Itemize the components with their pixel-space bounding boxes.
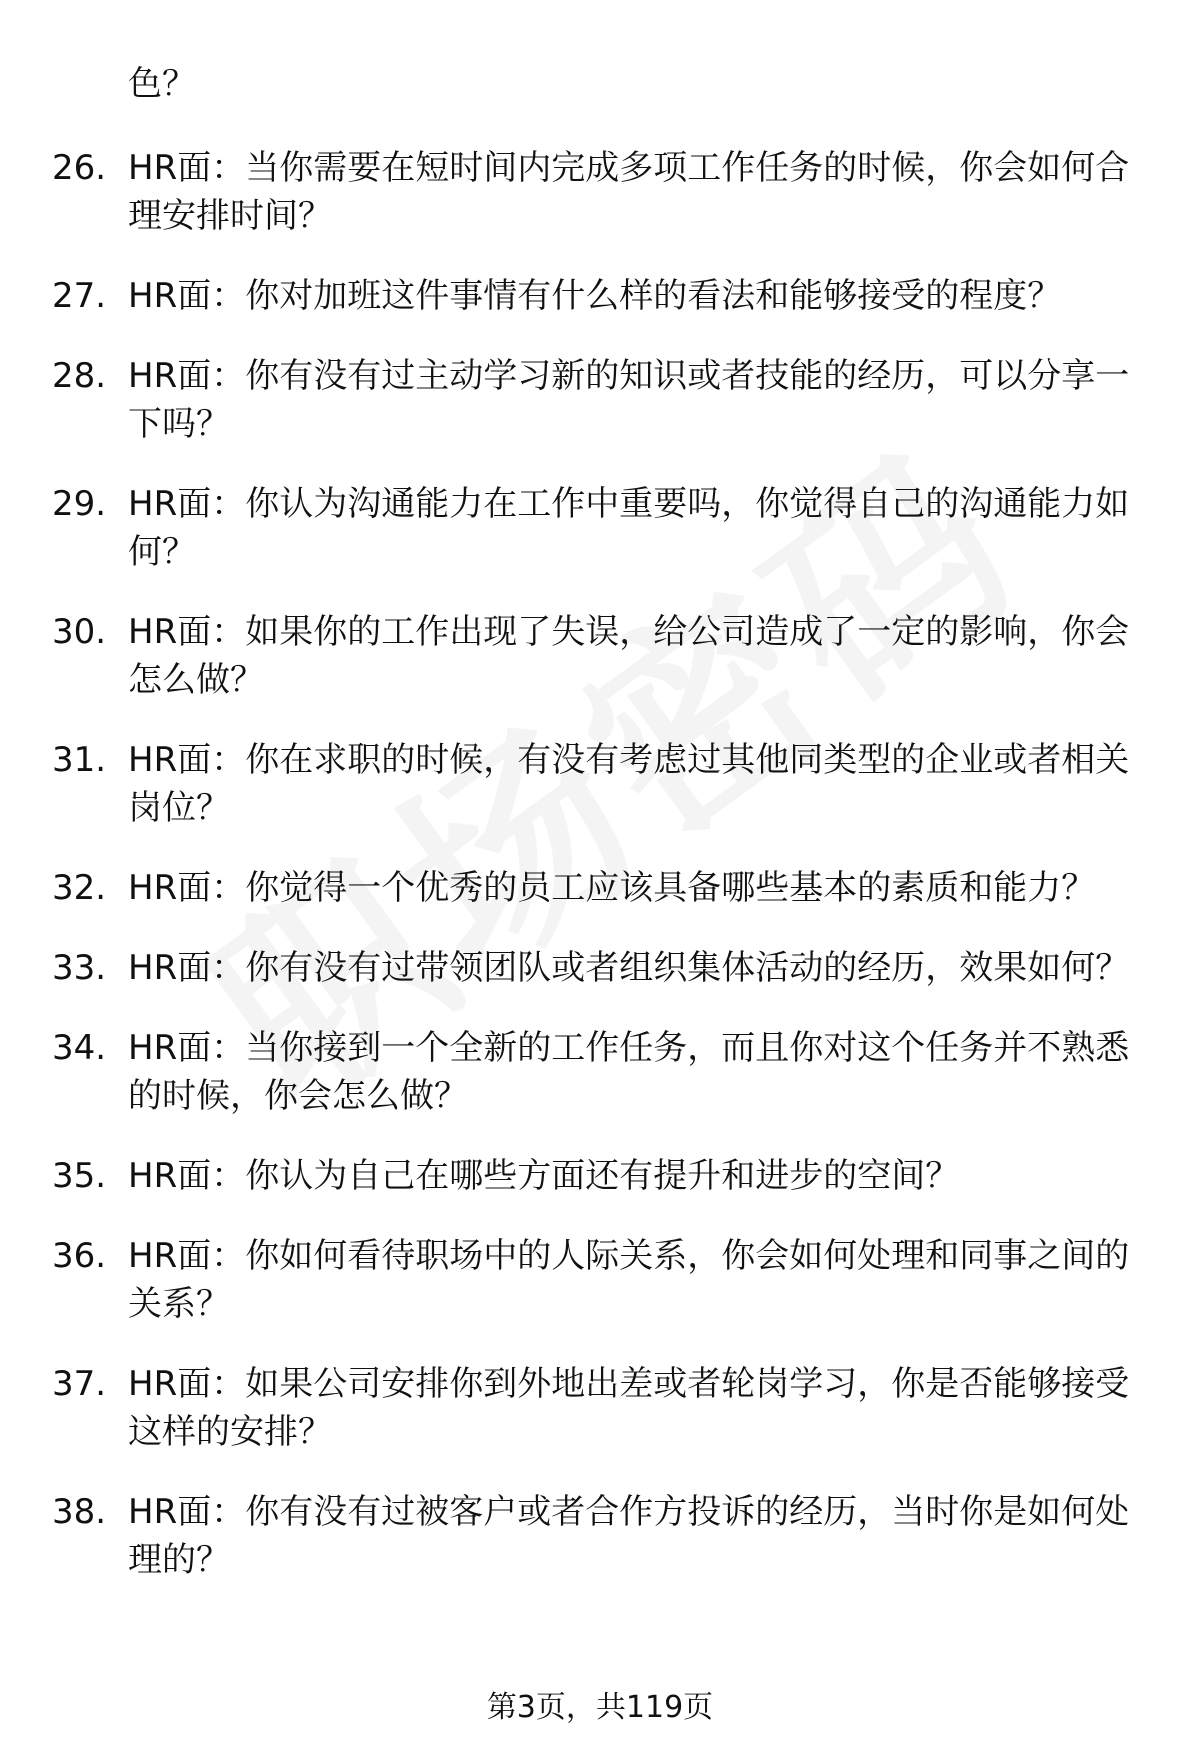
question-text: HR面：你觉得一个优秀的员工应该具备哪些基本的素质和能力？ — [128, 868, 1096, 908]
question-text: HR面：你认为自己在哪些方面还有提升和进步的空间？ — [128, 1156, 960, 1196]
continued-question-text: 色？ — [128, 64, 196, 104]
question-number: 31. — [52, 740, 107, 780]
question-text: HR面：你认为沟通能力在工作中重要吗，你觉得自己的沟通能力如何？ — [128, 484, 1130, 572]
list-item — [52, 272, 1152, 320]
list-item — [52, 864, 1152, 912]
question-list — [52, 144, 1152, 1616]
question-number: 29. — [52, 484, 107, 524]
question-text: HR面：如果你的工作出现了失误，给公司造成了一定的影响，你会怎么做？ — [128, 612, 1130, 700]
list-item — [52, 144, 1152, 240]
question-number: 28. — [52, 356, 107, 396]
page-footer: 第3页，共119页 — [486, 1690, 714, 1725]
question-text: HR面：当你需要在短时间内完成多项工作任务的时候，你会如何合理安排时间？ — [128, 148, 1130, 236]
list-item — [52, 608, 1152, 704]
question-number: 35. — [52, 1156, 107, 1196]
list-item — [52, 1232, 1152, 1328]
question-number: 38. — [52, 1492, 107, 1532]
question-number: 34. — [52, 1028, 107, 1068]
list-item — [52, 944, 1152, 992]
question-text: HR面：你如何看待职场中的人际关系，你会如何处理和同事之间的关系？ — [128, 1236, 1130, 1324]
question-text: HR面：你有没有过带领团队或者组织集体活动的经历，效果如何？ — [128, 948, 1130, 988]
question-number: 32. — [52, 868, 107, 908]
question-text: HR面：你有没有过主动学习新的知识或者技能的经历，可以分享一下吗？ — [128, 356, 1130, 444]
question-text: HR面：你对加班这件事情有什么样的看法和能够接受的程度？ — [128, 276, 1062, 316]
question-number: 36. — [52, 1236, 107, 1276]
question-text: HR面：你在求职的时候，有没有考虑过其他同类型的企业或者相关岗位？ — [128, 740, 1130, 828]
question-number: 37. — [52, 1364, 107, 1404]
list-item — [52, 1024, 1152, 1120]
list-item — [52, 1360, 1152, 1456]
list-item — [52, 480, 1152, 576]
list-item — [52, 1488, 1152, 1584]
list-item — [52, 352, 1152, 448]
question-text: HR面：如果公司安排你到外地出差或者轮岗学习，你是否能够接受这样的安排？ — [128, 1364, 1130, 1452]
question-number: 33. — [52, 948, 107, 988]
list-item — [52, 736, 1152, 832]
question-text: HR面：你有没有过被客户或者合作方投诉的经历，当时你是如何处理的？ — [128, 1492, 1130, 1580]
list-item — [52, 1152, 1152, 1200]
question-text: HR面：当你接到一个全新的工作任务，而且你对这个任务并不熟悉的时候，你会怎么做？ — [128, 1028, 1130, 1116]
question-number: 26. — [52, 148, 107, 188]
question-number: 30. — [52, 612, 107, 652]
question-number: 27. — [52, 276, 107, 316]
